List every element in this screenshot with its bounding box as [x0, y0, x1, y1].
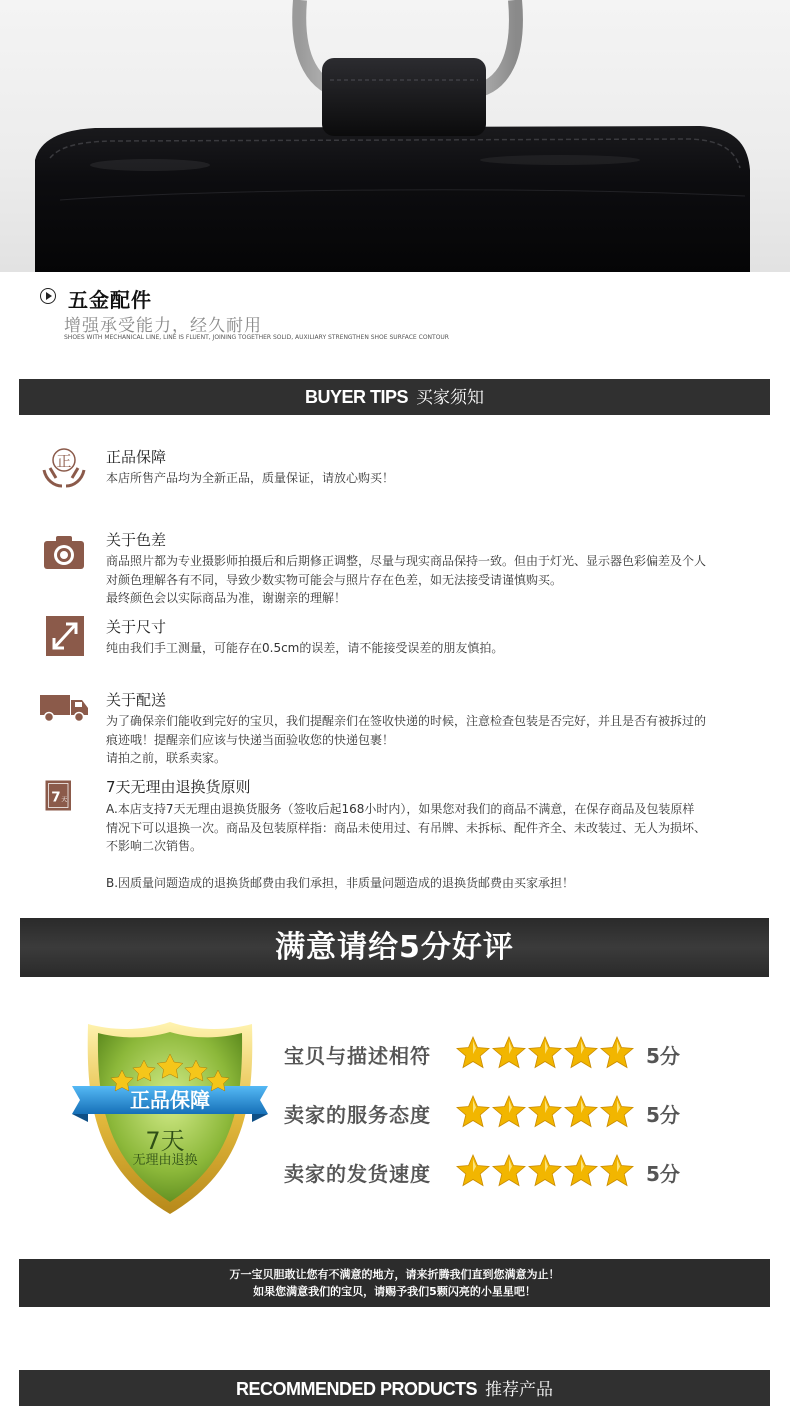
closing-line-1: 万一宝贝胆敢让您有不满意的地方，请来折腾我们直到您满意为止！	[229, 1268, 560, 1281]
star-icon	[456, 1095, 490, 1129]
rating-banner: 满意请给5分好评	[20, 918, 769, 977]
star-icon	[600, 1095, 634, 1129]
star-icon	[528, 1095, 562, 1129]
rating-row	[284, 1152, 704, 1192]
star-icon	[528, 1036, 562, 1070]
rating-score: 5分	[646, 1044, 680, 1068]
tip-genuine	[40, 446, 740, 496]
star-icon	[564, 1154, 598, 1188]
rating-label: 宝贝与描述相符	[284, 1044, 431, 1068]
tip-title: 关于色差	[106, 531, 167, 549]
hardware-english-text: SHOES WITH MECHANICAL LINE, LINE IS FLUENT, JOINING TOGETHER SOLID, AUXILIARY STRENGTHEN SHOE SURFACE CONTOUR	[64, 334, 449, 341]
recommended-cn: 推荐产品	[485, 1380, 553, 1400]
tip-line: 商品照片都为专业摄影师拍摄后和后期修正调整，尽量与现实商品保持一致。但由于灯光、显示器色彩偏差及个人	[106, 554, 707, 568]
rating-row	[284, 1093, 704, 1133]
seven-icon-num: 7	[51, 789, 61, 806]
tip-line: 最终颜色会以实际商品为准，谢谢亲的理解！	[106, 591, 347, 605]
tip-text	[106, 639, 736, 658]
shield-label: 正品保障	[130, 1088, 210, 1112]
star-icon	[492, 1095, 526, 1129]
star-icon	[492, 1036, 526, 1070]
tip-line: A.本店支持7天无理由退换货服务（签收后起168小时内），如果您对我们的商品不满意，在保存商品及包装原样	[106, 802, 695, 816]
tip-text	[106, 800, 736, 892]
genuine-shield-badge	[70, 1018, 270, 1218]
star-icon	[564, 1095, 598, 1129]
hardware-caption	[40, 284, 760, 344]
buyer-tips-cn: 买家须知	[416, 388, 485, 408]
star-icon	[600, 1154, 634, 1188]
buyer-tips-en: BUYER TIPS	[304, 387, 409, 407]
rating-stars	[456, 1034, 636, 1072]
buyer-tips-header	[19, 379, 770, 415]
truck-icon	[40, 685, 88, 729]
hardware-title: 五金配件	[68, 288, 152, 312]
bag-detail-image	[0, 0, 790, 272]
rating-stars	[456, 1093, 636, 1131]
star-icon	[456, 1154, 490, 1188]
play-arrow-icon	[40, 288, 56, 304]
shield-icon	[70, 1018, 270, 1218]
star-icon	[456, 1036, 490, 1070]
star-icon	[528, 1154, 562, 1188]
tip-text	[106, 469, 736, 488]
tip-color	[40, 529, 740, 605]
star-icon	[564, 1036, 598, 1070]
rating-score: 5分	[646, 1162, 680, 1186]
shield-sub: 无理由退换	[132, 1153, 198, 1168]
tip-line: 纯由我们手工测量，可能存在0.5cm的误差，请不能接受误差的朋友慎拍。	[106, 641, 504, 655]
resize-arrow-icon	[44, 616, 92, 660]
star-icon	[600, 1036, 634, 1070]
rating-score: 5分	[646, 1103, 680, 1127]
closing-line-2: 如果您满意我们的宝贝，请赐予我们5颗闪亮的小星星吧！	[253, 1285, 536, 1298]
recommended-products-header	[19, 1370, 770, 1406]
rating-row	[284, 1034, 704, 1074]
tip-line	[106, 856, 736, 874]
tip-line: B.因质量问题造成的退换货邮费由我们承担，非质量问题造成的退换货邮费由买家承担！	[106, 875, 575, 890]
rating-label: 卖家的发货速度	[284, 1162, 431, 1186]
rating-label: 卖家的服务态度	[284, 1103, 431, 1127]
tip-line: 本店所售产品均为全新正品，质量保证，请放心购买！	[106, 471, 395, 485]
star-icon	[492, 1154, 526, 1188]
shield-days: 7天	[145, 1127, 185, 1155]
genuine-icon-text: 正	[56, 452, 72, 470]
tip-line: 情况下可以退换一次。商品及包装原样指：商品未使用过、有吊牌、未拆标、配件齐全、未改装过、无人为损坏、	[106, 820, 707, 835]
tip-line: 痕迹哦！提醒亲们应该与快递当面验收您的快递包裹！	[106, 732, 395, 747]
tip-title: 正品保障	[106, 448, 167, 466]
tip-text	[106, 712, 736, 768]
tip-text	[106, 552, 736, 608]
camera-icon	[40, 533, 88, 577]
tip-line: 为了确保亲们能收到完好的宝贝，我们提醒亲们在签收快递的时候，注意检查包装是否完好，并且是否有被拆过的	[106, 714, 707, 728]
tip-line: 不影响二次销售。	[106, 839, 203, 853]
closing-message	[19, 1259, 770, 1307]
tip-title: 关于配送	[106, 691, 167, 709]
tip-title: 关于尺寸	[106, 618, 167, 636]
tip-line: 对颜色理解各有不同，导致少数实物可能会与照片存在色差，如无法接受请谨慎购买。	[106, 572, 563, 587]
tip-delivery	[40, 689, 740, 765]
tip-return	[40, 776, 740, 896]
rating-stars	[456, 1152, 636, 1190]
seven-day-return-icon	[44, 776, 80, 818]
product-photo	[0, 0, 790, 272]
genuine-hands-icon	[40, 446, 88, 490]
hardware-subtitle: 增强承受能力，经久耐用	[64, 316, 262, 336]
seven-icon-unit: 天	[61, 796, 68, 804]
tip-title: 7天无理由退换货原则	[106, 778, 251, 796]
tip-size	[40, 616, 740, 666]
recommended-en: RECOMMENDED PRODUCTS	[235, 1379, 477, 1399]
tip-line: 请拍之前，联系卖家。	[106, 751, 227, 765]
